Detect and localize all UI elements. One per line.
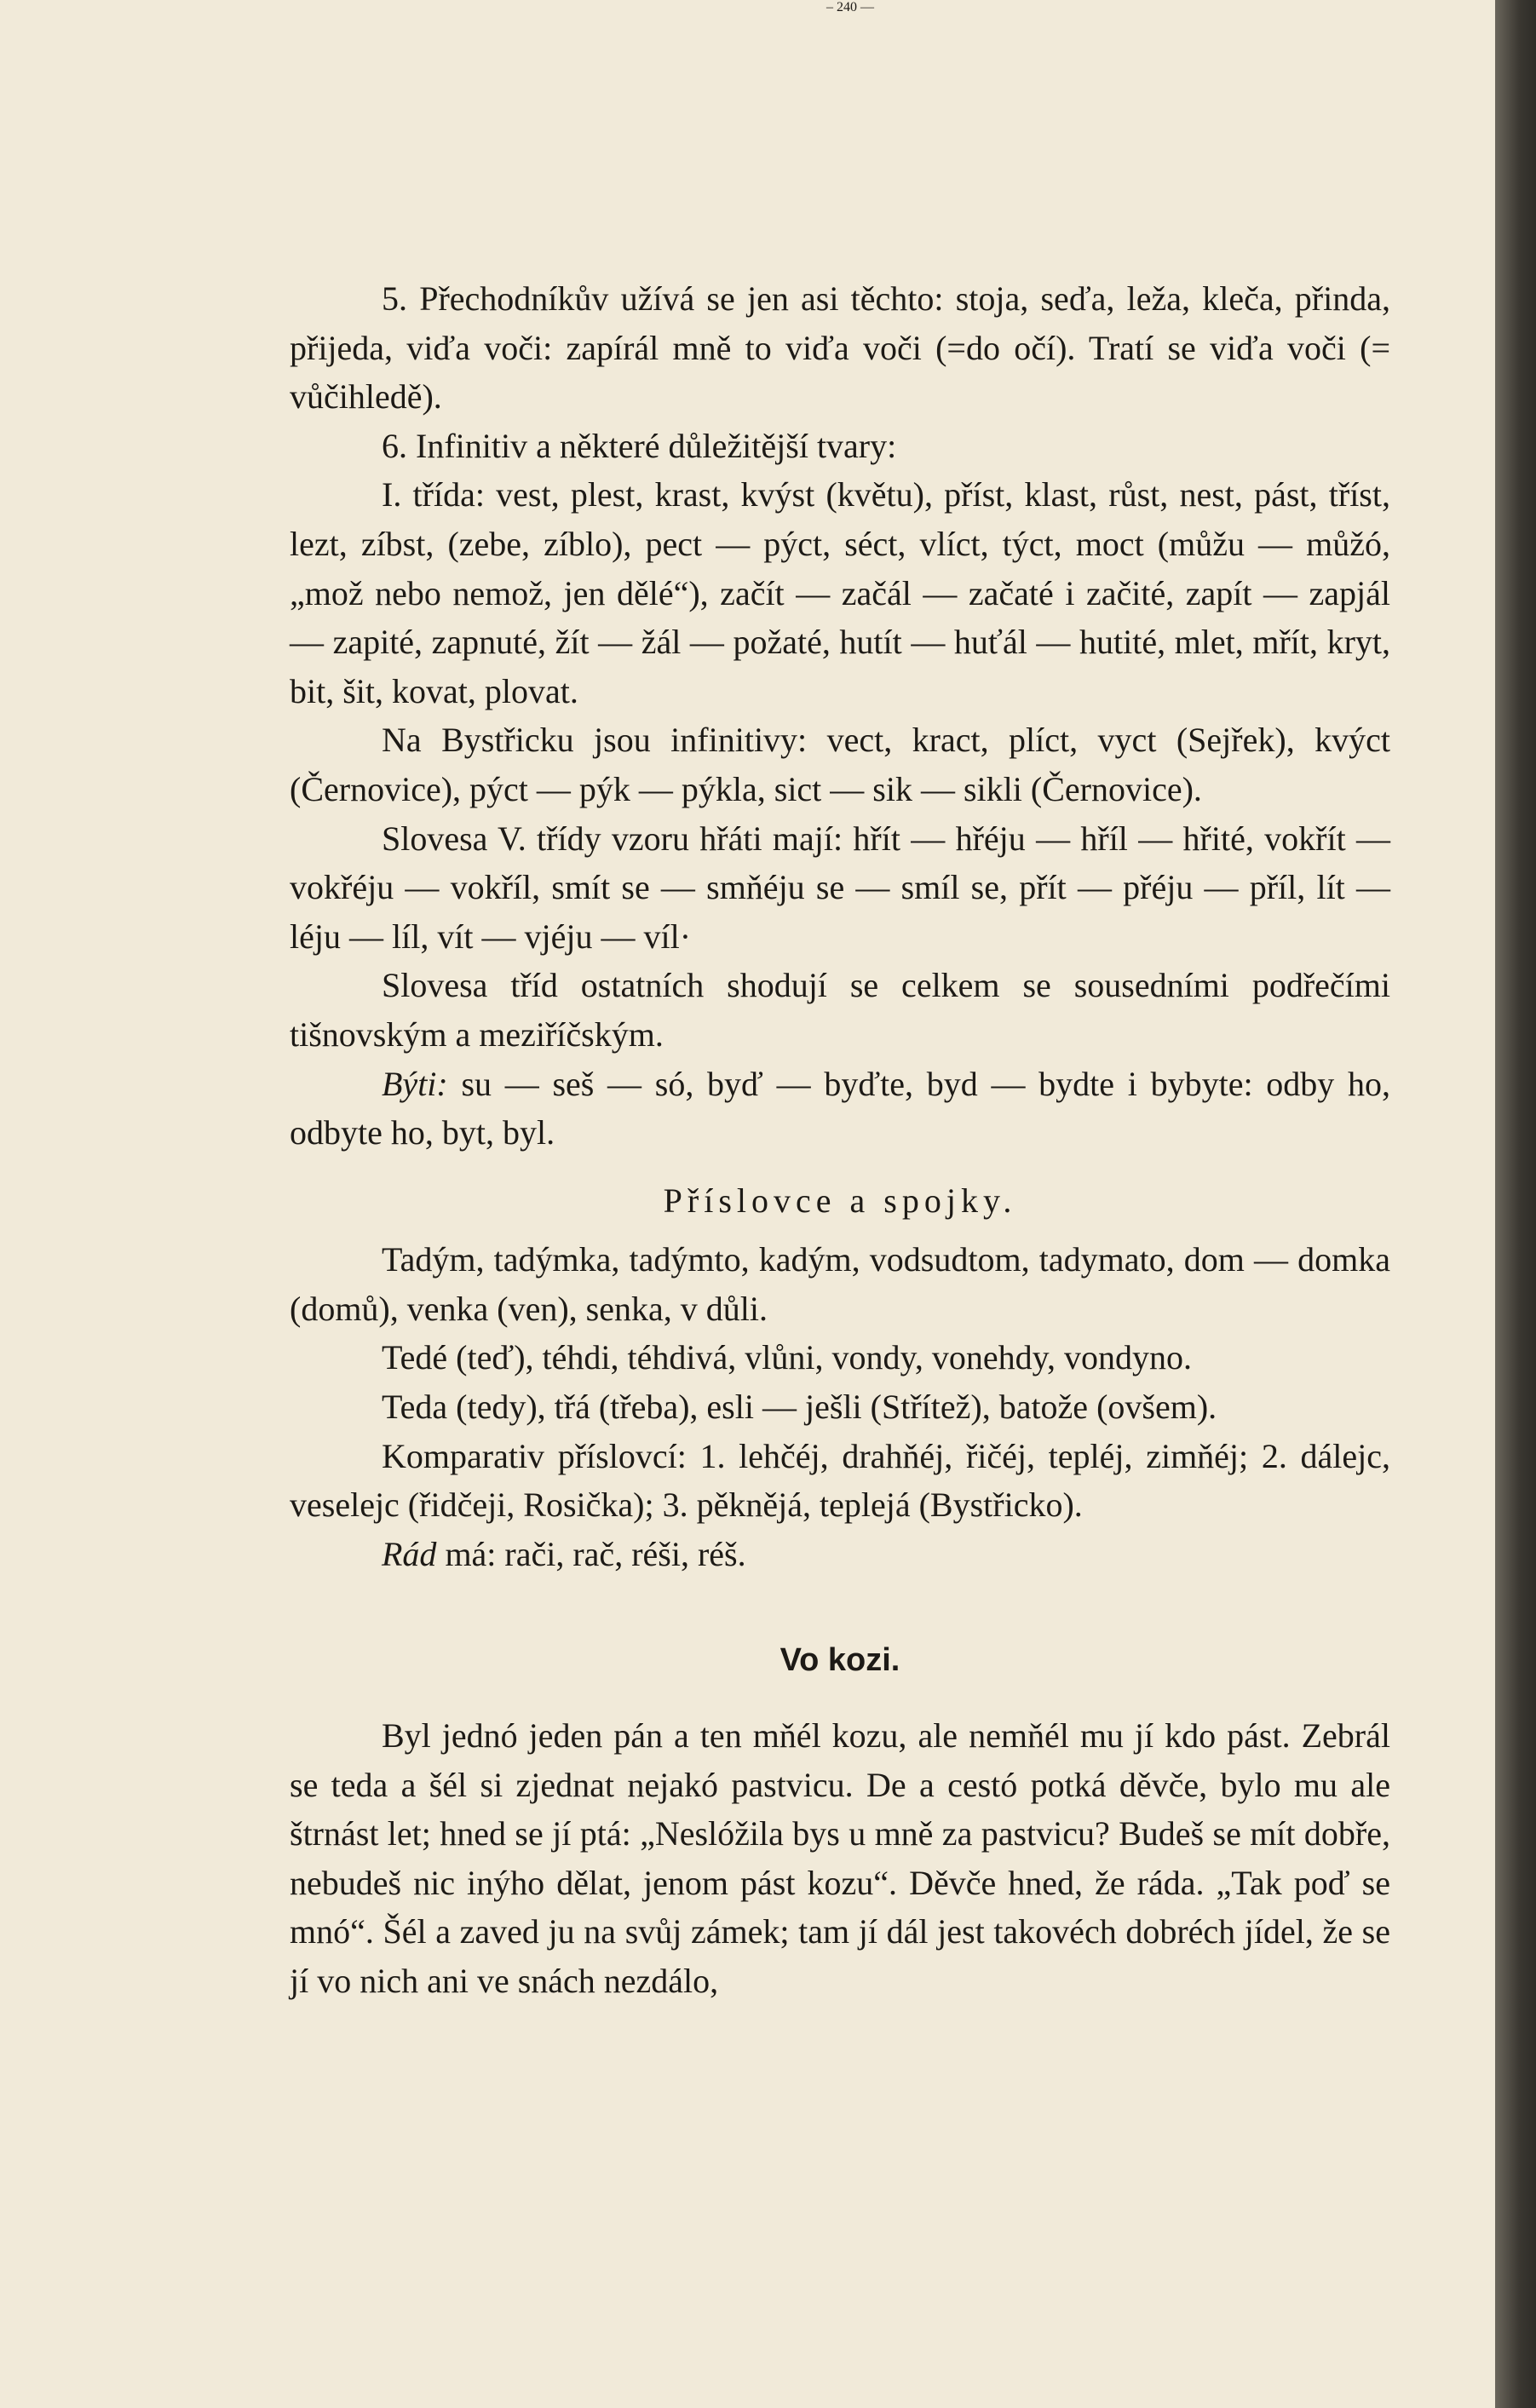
page-number: – 240 — bbox=[826, 0, 874, 14]
paragraph-slovesa-v: Slovesa V. třídy vzoru hřáti mají: hřít — hřéju — hříl — hřité, vokřít — vokřéju — vokříl, smít se — smňéju se — smíl se, přít — přéju — příl, lít — léju — líl, vít — vjéju — víl· bbox=[290, 819, 1390, 956]
paragraph-infinitiv-heading: 6. Infinitiv a některé důležitější tvary: bbox=[382, 426, 897, 465]
byti-label: Býti: bbox=[382, 1064, 448, 1103]
story-title: Vo kozi. bbox=[780, 1642, 900, 1679]
paragraph-byti bbox=[290, 1060, 1390, 1158]
paragraph-prechodniky: 5. Přechodníkův užívá se jen asi těchto: stoja, seďa, leža, kleča, přinda, přijeda, viďa voči: zapírál mně to viďa voči (=do očí). Tratí se viďa voči (= vůčihledě). bbox=[290, 279, 1390, 417]
paragraph-tadym: Tadým, tadýmka, tadýmto, kadým, vodsudtom, tadymato, dom — domka (domů), venka (ven), senka, v důli. bbox=[290, 1240, 1390, 1328]
section-heading-prislovce: Příslovce a spojky. bbox=[663, 1181, 1017, 1220]
paragraph-tede: Tedé (teď), téhdi, téhdivá, vlůni, vondy, vonehdy, vondyno. bbox=[382, 1338, 1193, 1377]
paragraph-komparativ: Komparativ příslovcí: 1. lehčéj, drahňéj, řičéj, tepléj, zimňéj; 2. dálejc, veselejc (řidčeji, Rosička); 3. pěknějá, teplejá (Bystřicko). bbox=[290, 1436, 1390, 1525]
paragraph-teda: Teda (tedy), třá (třeba), esli — ješli (Střítež), batože (ovšem). bbox=[382, 1388, 1217, 1427]
paragraph-rad bbox=[290, 1530, 1390, 1579]
rad-text: má: rači, rač, réši, réš. bbox=[436, 1534, 746, 1573]
paragraph-bystricko: Na Bystřicku jsou infinitivy: vect, kract, plíct, vyct (Sejřek), kvýct (Černovice), pýct — pýk — pýkla, sict — sik — sikli (Černovice). bbox=[290, 721, 1390, 808]
rad-label: Rád bbox=[382, 1534, 437, 1573]
book-spine-edge bbox=[1495, 0, 1536, 2408]
paragraph-prvni-trida: I. třída: vest, plest, krast, kvýst (květu), příst, klast, růst, nest, pást, tříst, lezt, zíbst, (zebe, zíblo), pect — pýct, séct, vlíct, týct, moct (můžu — můžó, „mož nebo nemož, jen dělé“), začít — začál — začaté i začité, zapít — zapjál — zapité, zapnuté, žít — žál — požaté, hutít — huťál — hutité, mlet, mřít, kryt, bit, šit, kovat, plovat. bbox=[290, 475, 1390, 710]
story-paragraph: Byl jednó jeden pán a ten mňél kozu, ale nemňél mu jí kdo pást. Zebrál se teda a šél si zjednat nejakó pastvicu. De a cestó potká děvče, bylo mu ale štrnást let; hned se jí ptá: „Neslóžila bys u mně za pastvicu? Budeš se mít dobře, nebudeš nic inýho dělat, jenom pást kozu“. Děvče hned, že ráda. „Tak poď se mnó“. Šél a zaved ju na svůj zámek; tam jí dál jest takovéch dobréch jídel, že se jí vo nich ani ve snách nezdálo, bbox=[290, 1716, 1390, 2000]
paragraph-slovesa-ostatni: Slovesa tříd ostatních shodují se celkem se sousedními podřečími tišnovským a meziříčským. bbox=[290, 966, 1390, 1054]
page-text bbox=[290, 274, 1390, 2006]
byti-text: su — seš — só, byď — byďte, byd — bydte i bybyte: odby ho, odbyte ho, byt, byl. bbox=[290, 1064, 1390, 1152]
